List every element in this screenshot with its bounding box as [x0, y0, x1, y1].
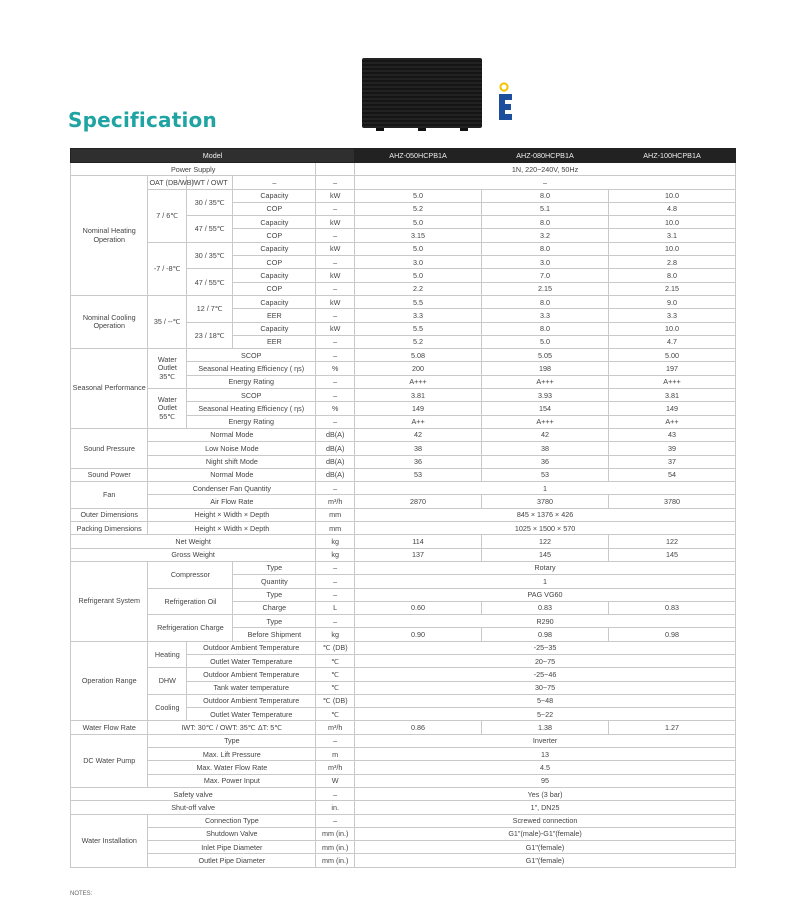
table-cell: 5~22: [355, 708, 736, 721]
table-cell: 36: [482, 455, 609, 468]
table-cell: PAG VG60: [355, 588, 736, 601]
table-cell: 145: [608, 548, 735, 561]
table-cell: ℃: [316, 708, 355, 721]
heat-pump-unit-image: [362, 58, 482, 128]
table-cell: COP: [233, 202, 316, 215]
table-cell: 3780: [482, 495, 609, 508]
table-cell: A++: [608, 415, 735, 428]
table-cell: 3.15: [355, 229, 482, 242]
table-cell: 1", DN25: [355, 801, 736, 814]
table-row: [71, 389, 736, 402]
table-row: [71, 615, 736, 628]
table-cell: G1"(female): [355, 854, 736, 867]
table-cell: 7.0: [482, 269, 609, 282]
table-cell: m³/h: [316, 495, 355, 508]
table-cell: 2.15: [482, 282, 609, 295]
table-cell: Capacity: [233, 216, 316, 229]
table-cell: 1.27: [608, 721, 735, 734]
table-cell: 3.81: [355, 389, 482, 402]
table-cell: 145: [482, 548, 609, 561]
table-cell: Sound Power: [71, 468, 148, 481]
table-cell: 5.0: [355, 216, 482, 229]
table-cell: dB(A): [316, 428, 355, 441]
table-cell: –: [316, 389, 355, 402]
table-cell: 10.0: [608, 216, 735, 229]
model-header: Model: [71, 149, 355, 163]
table-cell: A+++: [608, 375, 735, 388]
table-cell: dB(A): [316, 468, 355, 481]
table-cell: 5.0: [355, 242, 482, 255]
table-cell: –: [316, 814, 355, 827]
table-cell: -7 / -8℃: [148, 242, 187, 295]
table-row: [71, 508, 736, 521]
table-cell: Seasonal Performance: [71, 349, 148, 429]
table-cell: 42: [482, 428, 609, 441]
table-cell: Height × Width × Depth: [148, 522, 316, 535]
table-cell: 0.98: [608, 628, 735, 641]
table-cell: SCOP: [187, 389, 316, 402]
table-cell: –: [316, 229, 355, 242]
model-080-header: AHZ-080HCPB1A: [482, 149, 609, 163]
table-row: [71, 163, 736, 176]
table-cell: 8.0: [482, 295, 609, 308]
table-cell: Outdoor Ambient Temperature: [187, 641, 316, 654]
table-cell: OAT (DB/WB): [148, 176, 187, 189]
model-050-header: AHZ-050HCPB1A: [355, 149, 482, 163]
table-cell: DC Water Pump: [71, 734, 148, 787]
table-cell: –: [316, 588, 355, 601]
table-cell: -25~35: [355, 641, 736, 654]
table-cell: 5.5: [355, 295, 482, 308]
table-cell: ℃ (DB): [316, 641, 355, 654]
table-cell: 5.00: [608, 349, 735, 362]
table-cell: Tank water temperature: [187, 681, 316, 694]
table-cell: Connection Type: [148, 814, 316, 827]
table-cell: 2.8: [608, 256, 735, 269]
table-row: [71, 694, 736, 707]
person-e-logo-icon: [495, 82, 517, 130]
table-row: [71, 176, 736, 189]
table-cell: 2.15: [608, 282, 735, 295]
table-row: [71, 349, 736, 362]
table-row: [71, 561, 736, 574]
table-cell: 3.1: [608, 229, 735, 242]
table-row: [71, 721, 736, 734]
table-cell: COP: [233, 256, 316, 269]
table-cell: Nominal Cooling Operation: [71, 295, 148, 348]
table-cell: 1: [355, 575, 736, 588]
table-row: [71, 428, 736, 441]
table-cell: –: [316, 349, 355, 362]
table-cell: Type: [233, 615, 316, 628]
table-cell: Yes (3 bar): [355, 787, 736, 800]
table-cell: Water Outlet 35℃: [148, 349, 187, 389]
table-cell: 38: [355, 442, 482, 455]
table-cell: 154: [482, 402, 609, 415]
table-cell: EER: [233, 335, 316, 348]
table-cell: A+++: [482, 375, 609, 388]
table-cell: Type: [148, 734, 316, 747]
table-cell: Refrigeration Oil: [148, 588, 233, 615]
header-row: [71, 149, 736, 163]
table-cell: 47 / 55℃: [187, 216, 233, 243]
table-row: [71, 841, 736, 854]
table-row: [71, 522, 736, 535]
table-cell: 0.83: [482, 601, 609, 614]
table-cell: –: [316, 309, 355, 322]
table-cell: 2.2: [355, 282, 482, 295]
table-cell: 5.0: [355, 269, 482, 282]
table-cell: 5~48: [355, 694, 736, 707]
table-cell: kW: [316, 216, 355, 229]
table-cell: –: [316, 202, 355, 215]
table-cell: Outlet Water Temperature: [187, 654, 316, 667]
table-cell: 3780: [608, 495, 735, 508]
table-cell: 38: [482, 442, 609, 455]
table-row: [71, 588, 736, 601]
table-cell: dB(A): [316, 455, 355, 468]
table-cell: Power Supply: [71, 163, 316, 176]
table-cell: Outlet Water Temperature: [187, 708, 316, 721]
table-cell: m³/h: [316, 721, 355, 734]
table-cell: –: [233, 176, 316, 189]
table-cell: 42: [355, 428, 482, 441]
table-row: [71, 827, 736, 840]
table-row: [71, 468, 736, 481]
table-cell: 13: [355, 748, 736, 761]
table-cell: 30~75: [355, 681, 736, 694]
table-cell: IWT: 30℃ / OWT: 35℃ ΔT: 5℃: [148, 721, 316, 734]
table-cell: Capacity: [233, 295, 316, 308]
table-cell: Outer Dimensions: [71, 508, 148, 521]
table-cell: Before Shipment: [233, 628, 316, 641]
table-row: [71, 442, 736, 455]
table-cell: Max. Lift Pressure: [148, 748, 316, 761]
table-cell: 149: [355, 402, 482, 415]
table-cell: Compressor: [148, 561, 233, 588]
table-cell: 8.0: [482, 189, 609, 202]
table-cell: 5.1: [482, 202, 609, 215]
notes-label: NOTES:: [70, 891, 93, 897]
table-cell: 53: [355, 468, 482, 481]
table-cell: A+++: [355, 375, 482, 388]
table-cell: R290: [355, 615, 736, 628]
table-cell: ℃ (DB): [316, 694, 355, 707]
table-cell: 3.0: [482, 256, 609, 269]
table-cell: 10.0: [608, 322, 735, 335]
table-cell: 5.5: [355, 322, 482, 335]
table-cell: 3.81: [608, 389, 735, 402]
table-cell: Water Outlet 55℃: [148, 389, 187, 429]
table-row: [71, 668, 736, 681]
table-cell: in.: [316, 801, 355, 814]
table-cell: 122: [482, 535, 609, 548]
table-cell: Energy Rating: [187, 415, 316, 428]
table-cell: dB(A): [316, 442, 355, 455]
table-cell: Air Flow Rate: [148, 495, 316, 508]
table-cell: 1025 × 1500 × 570: [355, 522, 736, 535]
table-cell: kW: [316, 295, 355, 308]
table-cell: Height × Width × Depth: [148, 508, 316, 521]
table-cell: –: [316, 375, 355, 388]
table-cell: Condenser Fan Quantity: [148, 482, 316, 495]
table-cell: Capacity: [233, 189, 316, 202]
table-cell: 54: [608, 468, 735, 481]
table-cell: mm (in.): [316, 841, 355, 854]
table-cell: 95: [355, 774, 736, 787]
table-cell: Night shift Mode: [148, 455, 316, 468]
table-cell: Normal Mode: [148, 428, 316, 441]
table-cell: Max. Power Input: [148, 774, 316, 787]
table-cell: ℃: [316, 681, 355, 694]
table-cell: 8.0: [482, 242, 609, 255]
table-row: [71, 189, 736, 202]
table-row: [71, 774, 736, 787]
table-cell: –: [316, 415, 355, 428]
table-cell: Type: [233, 561, 316, 574]
table-row: [71, 495, 736, 508]
table-cell: 5.0: [355, 189, 482, 202]
table-cell: 1N, 220~240V, 50Hz: [355, 163, 736, 176]
table-row: [71, 854, 736, 867]
table-cell: 10.0: [608, 242, 735, 255]
table-cell: 149: [608, 402, 735, 415]
table-row: [71, 734, 736, 747]
table-cell: 36: [355, 455, 482, 468]
table-cell: 5.2: [355, 202, 482, 215]
table-cell: 5.05: [482, 349, 609, 362]
product-image: [362, 58, 490, 128]
table-cell: 3.3: [482, 309, 609, 322]
table-cell: 2870: [355, 495, 482, 508]
table-cell: mm (in.): [316, 827, 355, 840]
table-cell: A++: [355, 415, 482, 428]
table-cell: 7 / 6℃: [148, 189, 187, 242]
table-cell: m³/h: [316, 761, 355, 774]
table-cell: 10.0: [608, 189, 735, 202]
table-cell: ℃: [316, 654, 355, 667]
table-cell: –: [316, 282, 355, 295]
table-cell: G1"(female): [355, 841, 736, 854]
table-cell: Outlet Pipe Diameter: [148, 854, 316, 867]
table-cell: Charge: [233, 601, 316, 614]
table-cell: 9.0: [608, 295, 735, 308]
table-cell: 0.98: [482, 628, 609, 641]
table-row: [71, 801, 736, 814]
table-cell: Energy Rating: [187, 375, 316, 388]
table-cell: 30 / 35℃: [187, 189, 233, 216]
table-cell: kg: [316, 628, 355, 641]
table-cell: 30 / 35℃: [187, 242, 233, 269]
table-cell: Heating: [148, 641, 187, 668]
table-cell: Gross Weight: [71, 548, 316, 561]
table-cell: Capacity: [233, 269, 316, 282]
table-cell: Water Flow Rate: [71, 721, 148, 734]
table-cell: Max. Water Flow Rate: [148, 761, 316, 774]
table-cell: Seasonal Heating Efficiency ( ηs): [187, 402, 316, 415]
table-row: [71, 455, 736, 468]
table-cell: Capacity: [233, 322, 316, 335]
table-cell: Inlet Pipe Diameter: [148, 841, 316, 854]
table-cell: –: [316, 734, 355, 747]
table-cell: 845 × 1376 × 426: [355, 508, 736, 521]
table-cell: 4.7: [608, 335, 735, 348]
table-cell: 198: [482, 362, 609, 375]
table-cell: 20~75: [355, 654, 736, 667]
table-cell: kg: [316, 535, 355, 548]
table-cell: 37: [608, 455, 735, 468]
table-cell: –: [316, 787, 355, 800]
table-row: [71, 641, 736, 654]
table-row: [71, 787, 736, 800]
table-cell: 8.0: [482, 216, 609, 229]
table-cell: 39: [608, 442, 735, 455]
table-cell: –: [316, 615, 355, 628]
table-cell: Seasonal Heating Efficiency ( ηs): [187, 362, 316, 375]
table-cell: –: [316, 335, 355, 348]
table-cell: 5.0: [482, 335, 609, 348]
table-cell: A+++: [482, 415, 609, 428]
table-cell: IWT / OWT: [187, 176, 233, 189]
table-cell: Screwed connection: [355, 814, 736, 827]
table-cell: 47 / 55℃: [187, 269, 233, 296]
table-cell: Refrigerant System: [71, 561, 148, 641]
table-cell: 8.0: [608, 269, 735, 282]
table-row: [71, 748, 736, 761]
table-cell: Shut-off valve: [71, 801, 316, 814]
table-cell: Safety valve: [71, 787, 316, 800]
table-cell: ℃: [316, 668, 355, 681]
table-cell: 0.83: [608, 601, 735, 614]
table-cell: 0.86: [355, 721, 482, 734]
table-cell: 4.8: [608, 202, 735, 215]
table-cell: Inverter: [355, 734, 736, 747]
table-cell: m: [316, 748, 355, 761]
table-cell: kW: [316, 322, 355, 335]
table-cell: SCOP: [187, 349, 316, 362]
table-cell: Outdoor Ambient Temperature: [187, 668, 316, 681]
table-row: [71, 482, 736, 495]
table-cell: COP: [233, 282, 316, 295]
table-cell: 43: [608, 428, 735, 441]
table-cell: Sound Pressure: [71, 428, 148, 468]
table-cell: -25~46: [355, 668, 736, 681]
table-cell: Low Noise Mode: [148, 442, 316, 455]
table-cell: 197: [608, 362, 735, 375]
table-cell: 3.93: [482, 389, 609, 402]
table-cell: 1.38: [482, 721, 609, 734]
table-cell: 12 / 7℃: [187, 295, 233, 322]
table-row: [71, 548, 736, 561]
table-cell: COP: [233, 229, 316, 242]
table-cell: 3.0: [355, 256, 482, 269]
table-cell: DHW: [148, 668, 187, 695]
table-cell: –: [316, 256, 355, 269]
table-cell: Shutdown Valve: [148, 827, 316, 840]
table-cell: L: [316, 601, 355, 614]
table-cell: 8.0: [482, 322, 609, 335]
table-cell: Water Installation: [71, 814, 148, 867]
table-cell: Capacity: [233, 242, 316, 255]
table-cell: 53: [482, 468, 609, 481]
table-cell: Net Weight: [71, 535, 316, 548]
table-row: [71, 535, 736, 548]
table-cell: Type: [233, 588, 316, 601]
page-title: Specification: [68, 108, 217, 132]
table-cell: 35 / --℃: [148, 295, 187, 348]
table-cell: mm: [316, 522, 355, 535]
table-cell: 114: [355, 535, 482, 548]
table-cell: Nominal Heating Operation: [71, 176, 148, 296]
table-cell: 5.2: [355, 335, 482, 348]
table-cell: –: [355, 176, 736, 189]
table-cell: 3.3: [608, 309, 735, 322]
table-cell: W: [316, 774, 355, 787]
table-cell: Normal Mode: [148, 468, 316, 481]
table-cell: –: [316, 176, 355, 189]
table-cell: 137: [355, 548, 482, 561]
table-cell: mm (in.): [316, 854, 355, 867]
specification-table: [70, 148, 736, 868]
table-cell: 0.90: [355, 628, 482, 641]
table-cell: –: [316, 482, 355, 495]
table-cell: kW: [316, 189, 355, 202]
table-cell: –: [316, 561, 355, 574]
table-cell: %: [316, 402, 355, 415]
table-cell: Fan: [71, 482, 148, 509]
table-cell: 122: [608, 535, 735, 548]
table-row: [71, 814, 736, 827]
table-cell: Quantity: [233, 575, 316, 588]
table-cell: Packing Dimensions: [71, 522, 148, 535]
table-cell: Cooling: [148, 694, 187, 721]
table-cell: [316, 163, 355, 176]
table-cell: 1: [355, 482, 736, 495]
table-cell: kW: [316, 242, 355, 255]
table-cell: Refrigeration Charge: [148, 615, 233, 642]
table-cell: kg: [316, 548, 355, 561]
table-row: [71, 761, 736, 774]
table-cell: 0.60: [355, 601, 482, 614]
table-cell: 23 / 18℃: [187, 322, 233, 349]
table-cell: Outdoor Ambient Temperature: [187, 694, 316, 707]
table-cell: mm: [316, 508, 355, 521]
table-row: [71, 295, 736, 308]
table-cell: 3.2: [482, 229, 609, 242]
table-cell: kW: [316, 269, 355, 282]
table-cell: %: [316, 362, 355, 375]
table-cell: 3.3: [355, 309, 482, 322]
model-100-header: AHZ-100HCPB1A: [608, 149, 735, 163]
table-cell: G1"(male)-G1"(female): [355, 827, 736, 840]
table-row: [71, 242, 736, 255]
table-cell: Rotary: [355, 561, 736, 574]
table-cell: –: [316, 575, 355, 588]
table-cell: EER: [233, 309, 316, 322]
table-cell: 200: [355, 362, 482, 375]
table-cell: 4.5: [355, 761, 736, 774]
table-cell: Operation Range: [71, 641, 148, 721]
table-cell: 5.08: [355, 349, 482, 362]
